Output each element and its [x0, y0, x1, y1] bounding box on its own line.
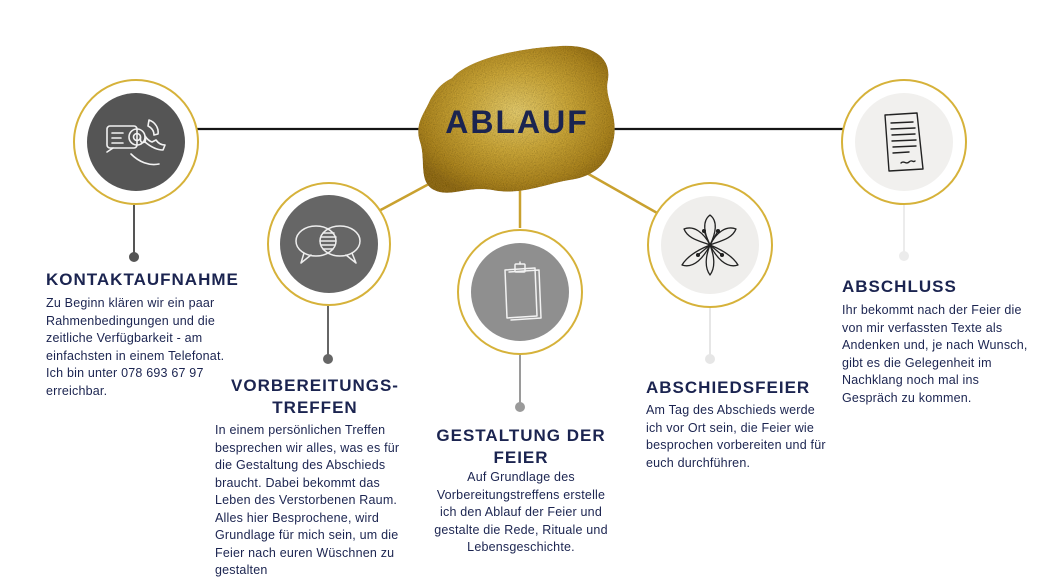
step-3-title: GESTALTUNG DER FEIER [436, 426, 606, 467]
step-5-title: ABSCHLUSS [842, 277, 957, 296]
step-3-node [457, 229, 583, 355]
step-5-node [841, 79, 967, 205]
document-icon [879, 111, 929, 173]
step-4-node [647, 182, 773, 308]
clipboard-icon [495, 260, 545, 324]
drop-dot-4 [705, 354, 715, 364]
step-3-icon-circle [471, 243, 569, 341]
connector-to-step-4 [585, 172, 666, 218]
step-1-node [73, 79, 199, 205]
drop-dot-2 [323, 354, 333, 364]
step-5-text: Ihr bekommt nach der Feier die von mir verfassten Texte als Andenken und, je nach Wunsch, gibt es die Gelegenheit im Nachklang noch mal ins Gespräch zu kommen. [842, 303, 1028, 405]
drop-dot-3 [515, 402, 525, 412]
step-5-icon-circle [855, 93, 953, 191]
email-phone-icon [101, 112, 171, 172]
drop-dot-5 [899, 251, 909, 261]
step-1-text: Zu Beginn klären wir ein paar Rahmenbedingungen und die zeitliche Verfügbarkeit - am einfachsten in einem Telefonat. Ich bin unter 078 693 67 97 erreichbar. [46, 296, 225, 398]
speech-bubbles-icon [292, 219, 366, 269]
drop-dot-1 [129, 252, 139, 262]
step-2-text: In einem persönlichen Treffen besprechen wir alles, was es für die Gestaltung des Abschieds braucht. Dabei bekommt das Leben des Verstorbenen Raum. Alles hier Besprochene, wird Grundlage für mich sein, um die Feier nach euren Wüschnen zu gestalten [215, 423, 400, 577]
step-4-title: ABSCHIEDSFEIER [646, 378, 811, 397]
step-2-node [267, 182, 391, 306]
step-4-text: Am Tag des Abschieds werde ich vor Ort sein, die Feier wie besprochen vorbereiten und für euch durchführen. [646, 403, 826, 470]
step-1-title: KONTAKTAUFNAHME [46, 270, 239, 289]
step-1-icon-circle [87, 93, 185, 191]
flower-icon [674, 209, 746, 281]
step-4-icon-circle [661, 196, 759, 294]
step-3-text: Auf Grundlage des Vorbereitungstreffens erstelle ich den Ablauf der Feier und gestalte die Rede, Rituale und Lebensgeschichte. [434, 470, 608, 554]
step-2-icon-circle [280, 195, 378, 293]
main-title: ABLAUF [445, 104, 589, 140]
step-2-title: VORBEREITUNGS- TREFFEN [231, 376, 399, 417]
